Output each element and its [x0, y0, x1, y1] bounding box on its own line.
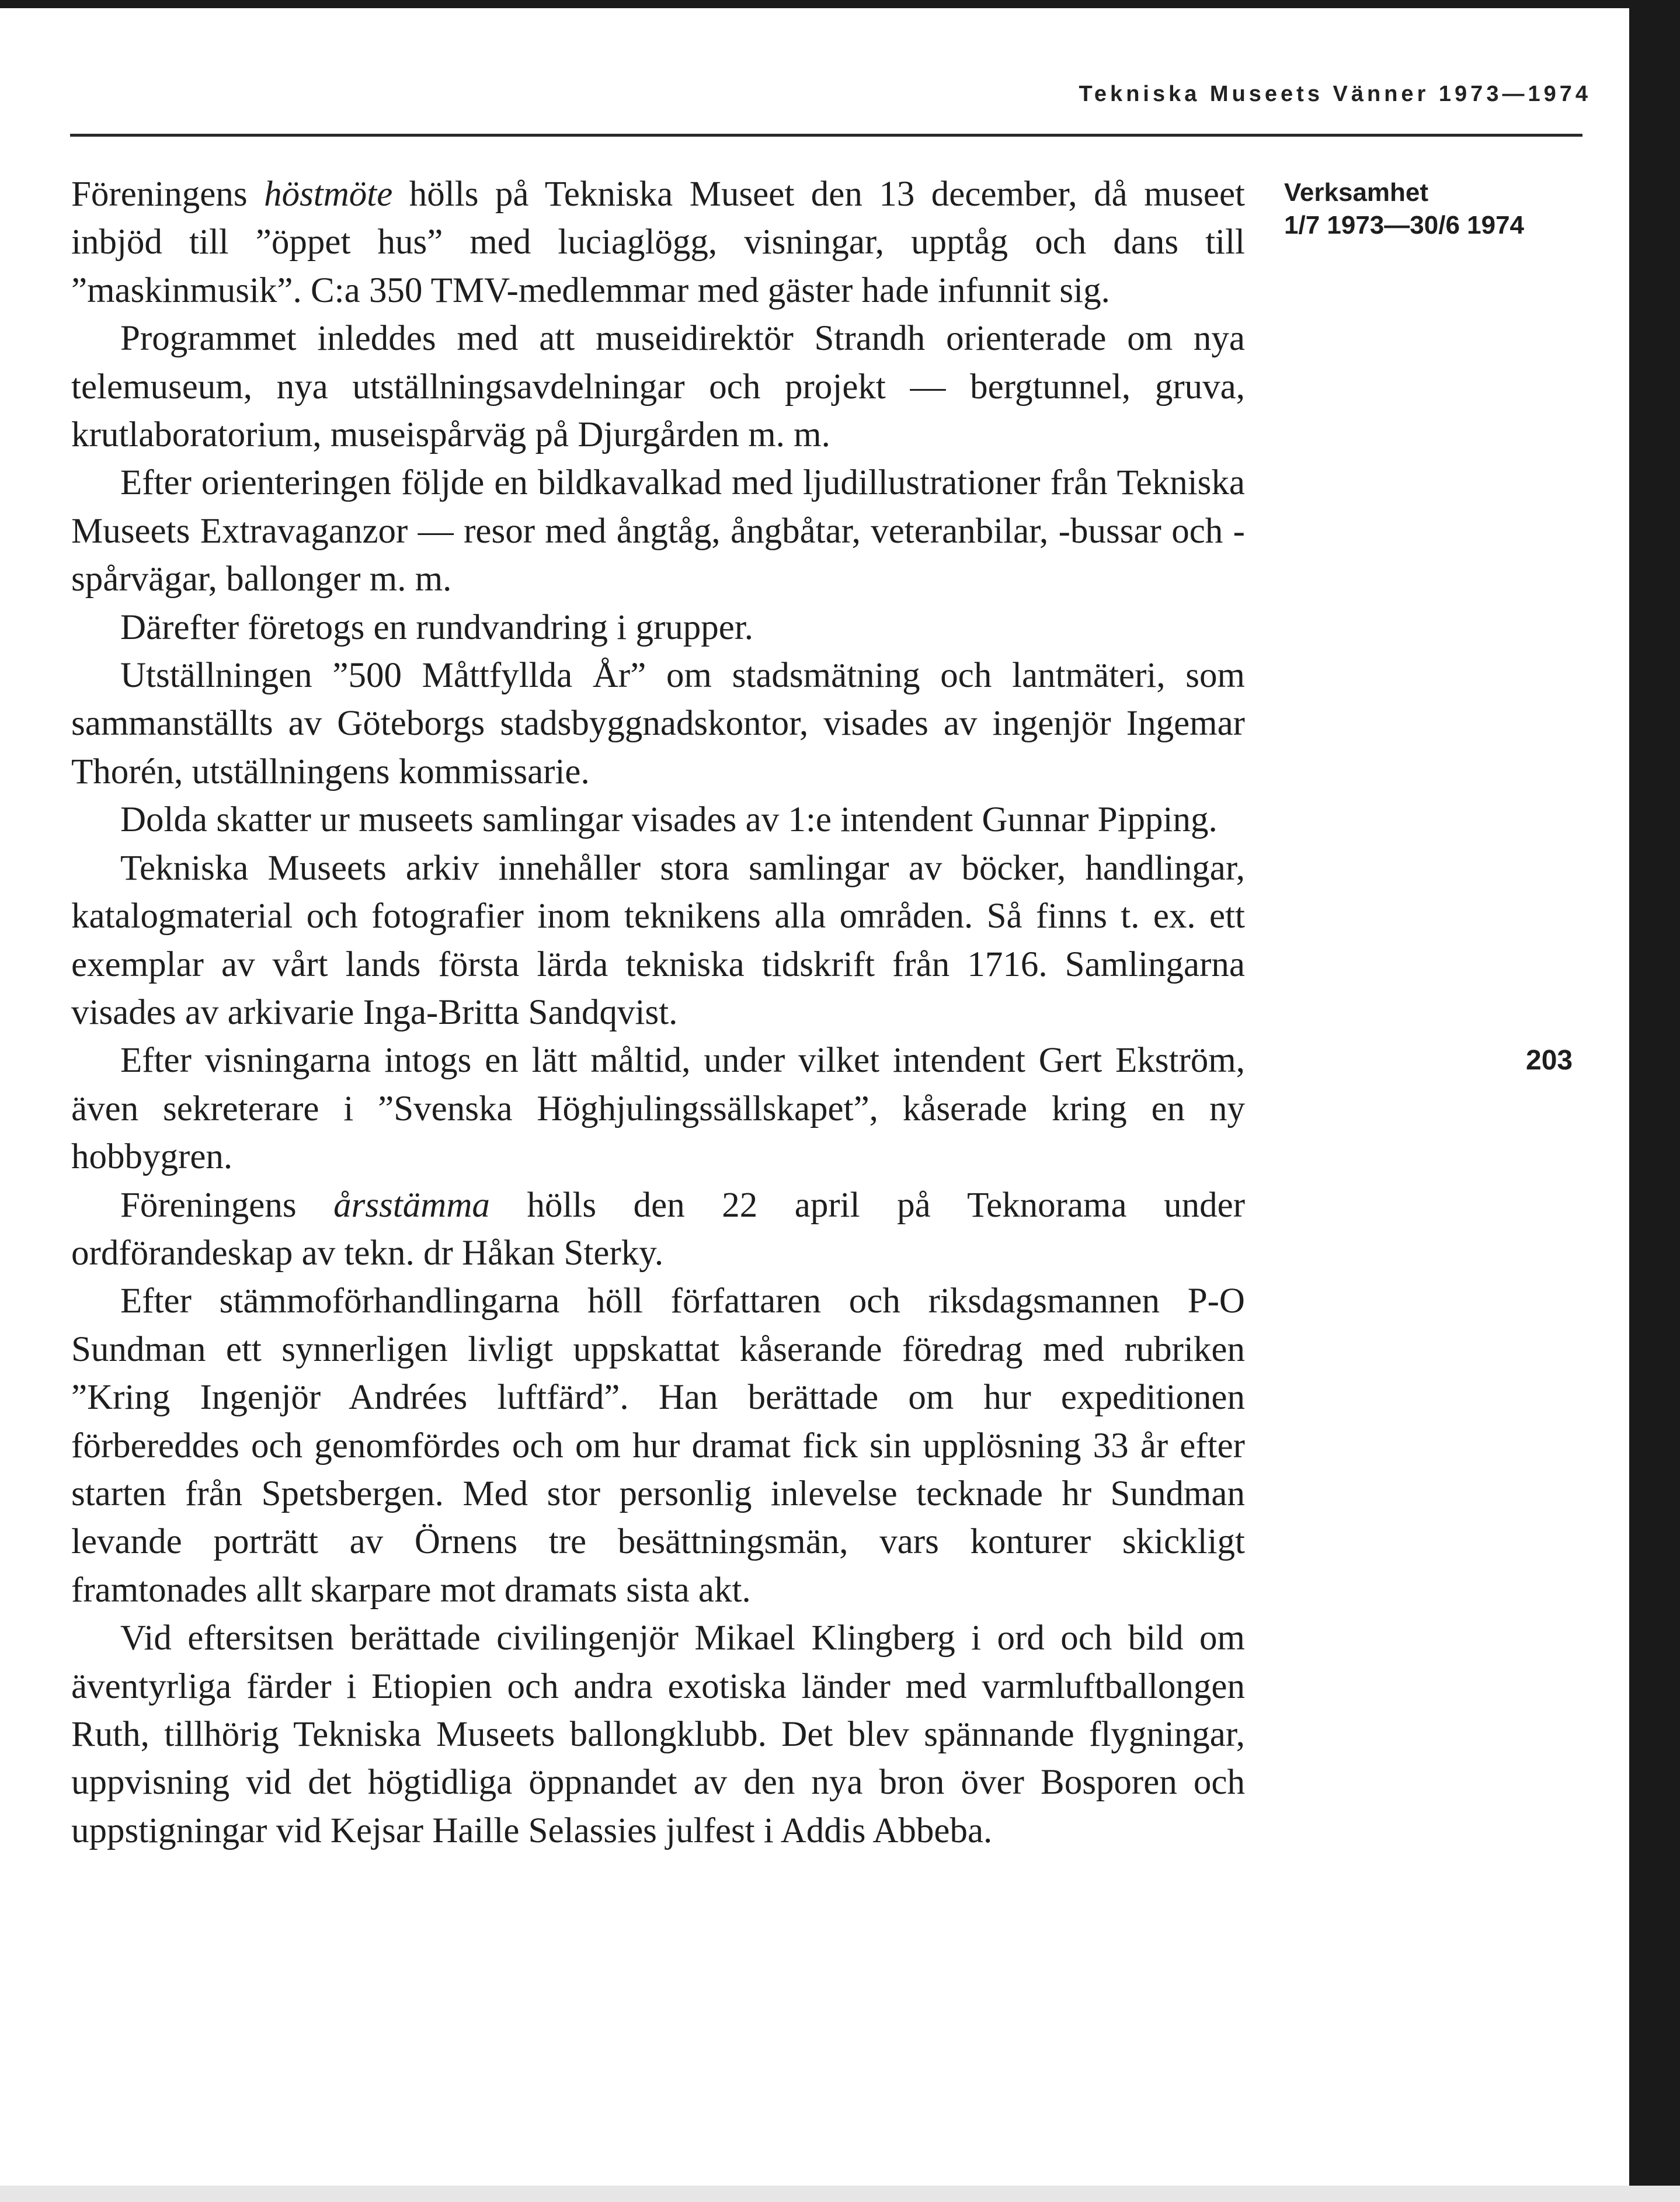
paragraph: Därefter företogs en rundvandring i grupper. [120, 607, 754, 647]
paragraph: Efter orienteringen följde en bildkavalkad med ljudillustrationer från Tekniska Museets Extravaganzor — resor med ångtåg, ångbåtar, veteranbilar, -bussar och -spårvägar, ballonger m. m. [71, 463, 1245, 599]
paragraph: Programmet inleddes med att museidirektör Strandh orienterade om nya telemuseum, nya utställningsavdelningar och projekt — bergtunnel, gruva, krutlaboratorium, museispårväg på Djurgården m. m. [71, 319, 1245, 455]
paragraph: Utställningen ”500 Måttfyllda År” om stadsmätning och lantmäteri, som sammanställts av Göteborgs stadsbyggnadskontor, visades av ingenjör Ingemar Thorén, utställningens kommissarie. [71, 656, 1245, 791]
top-edge-rule [0, 0, 1629, 8]
paragraph-hostmote: Föreningens höstmöte hölls på Tekniska Museet den 13 december, då museet inbjöd till ”öppet hus” med luciaglögg, visningar, upptåg och dans till ”maskinmusik”. C:a 350 TMV-medlemmar med gäster hade infunnit sig. [71, 175, 1245, 310]
page-number: 203 [1526, 1045, 1573, 1076]
paragraph: Dolda skatter ur museets samlingar visades av 1:e intendent Gunnar Pipping. [120, 800, 1218, 840]
paragraph: Efter visningarna intogs en lätt måltid, under vilket intendent Gert Ekström, även sekreterare i ”Svenska Höghjulingssällskapet”, kåserade kring en ny hobbygren. [71, 1041, 1245, 1177]
scan-right-edge [1629, 0, 1680, 2202]
body-text [71, 171, 1245, 1855]
sidehead-period: 1/7 1973—30/6 1974 [1284, 211, 1525, 239]
section-sidehead [1284, 176, 1524, 242]
paragraph: Efter stämmoförhandlingarna höll författaren och riksdagsmannen P-O Sundman ett synnerligen livligt uppskattat kåserande föredrag med rubriken ”Kring Ingenjör Andrées luftfärd”. Han berättade om hur expeditionen förbereddes och genomfördes och om hur dramat fick sin upplösning 33 år efter starten från Spetsbergen. Med stor personlig inlevelse tecknade hr Sundman levande porträtt av Örnens tre besättningsmän, vars konturer skickligt framtonades allt skarpare mot dramats sista akt. [71, 1281, 1245, 1610]
paragraph-arsstamma: Föreningens årsstämma hölls den 22 april på Teknorama under ordförandeskap av tekn. dr Håkan Sterky. [71, 1185, 1246, 1273]
header-rule [70, 134, 1582, 137]
scan-bottom-edge [0, 2186, 1680, 2202]
paragraph: Vid eftersitsen berättade civilingenjör Mikael Klingberg i ord och bild om äventyrliga färder i Etiopien och andra exotiska länder med varmluftballongen Ruth, tillhörig Tekniska Museets ballongklubb. Det blev spännande flygningar, uppvisning vid det högtidliga öppnandet av den nya bron över Bosporen och uppstigningar vid Kejsar Haille Selassies julfest i Addis Abbeba. [71, 1618, 1245, 1850]
sidehead-title: Verksamhet [1284, 178, 1429, 207]
paragraph: Tekniska Museets arkiv innehåller stora samlingar av böcker, handlingar, katalogmaterial och fotografier inom teknikens alla områden. Så finns t. ex. ett exemplar av vårt lands första lärda tekniska tidskrift från 1716. Samlingarna visades av arkivarie Inga-Britta Sandqvist. [71, 848, 1245, 1032]
running-head: Tekniska Museets Vänner 1973—1974 [1079, 82, 1591, 106]
